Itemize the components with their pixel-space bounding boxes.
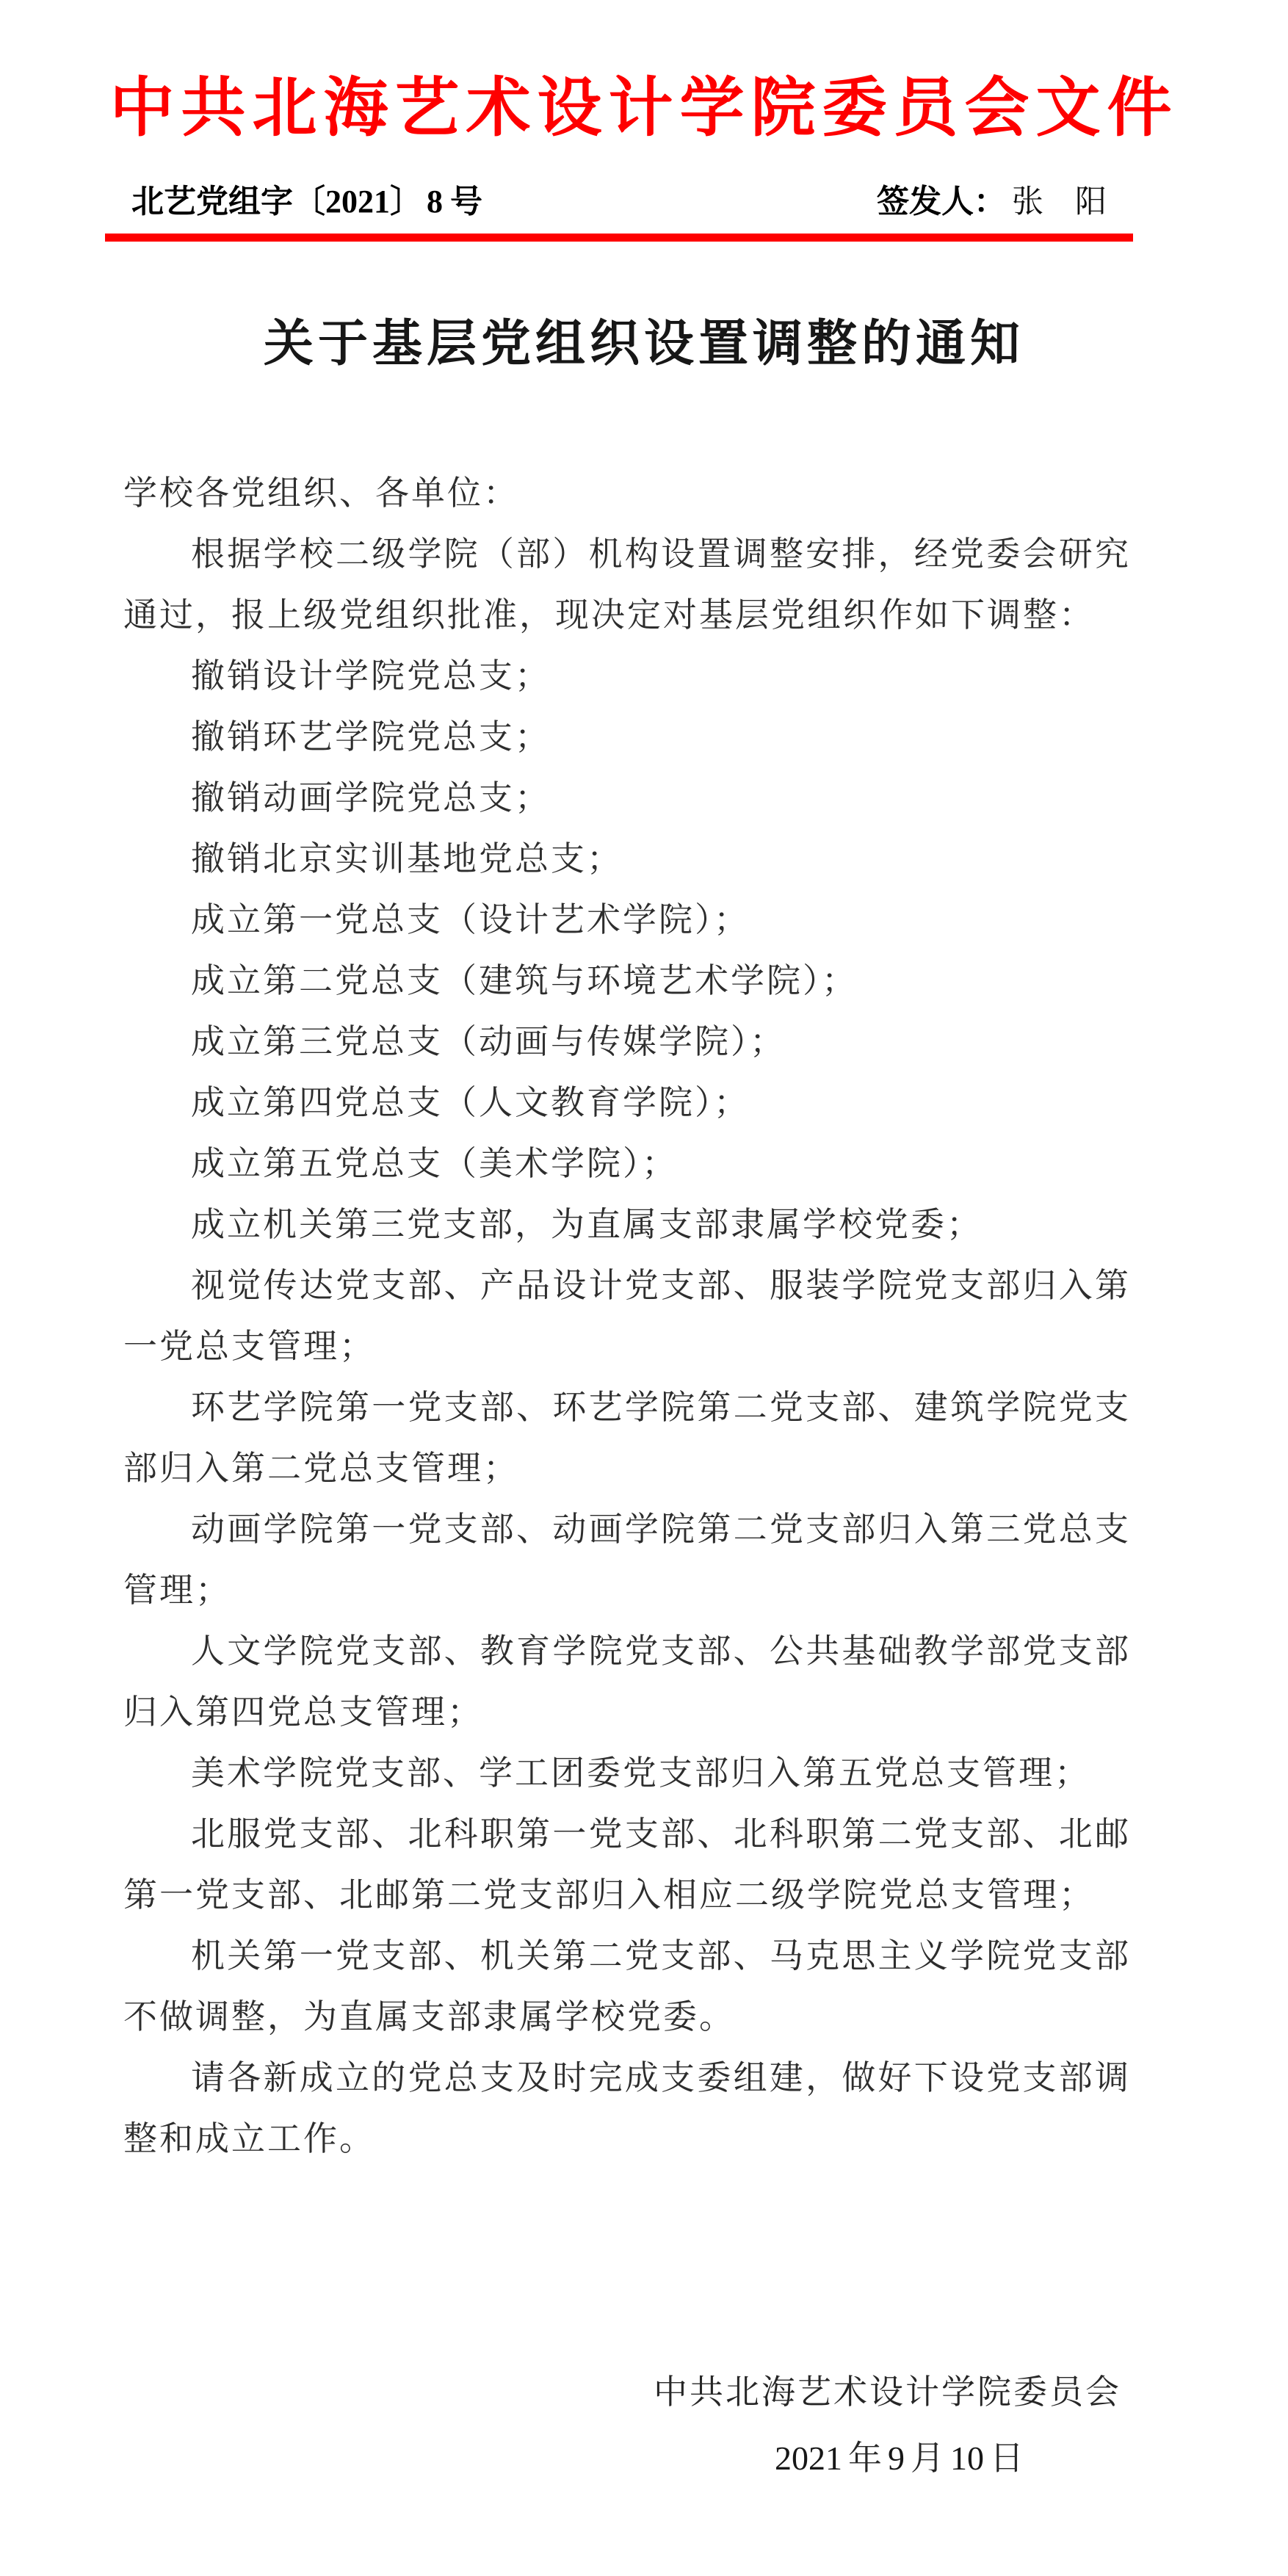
signer-field <box>877 181 1107 224</box>
paragraph: 撤销环艺学院党总支； <box>191 717 551 756</box>
date-month-unit: 月 <box>911 2439 944 2477</box>
salutation: 学校各党组织、各单位： <box>123 474 519 512</box>
paragraph: 撤销北京实训基地党总支； <box>191 839 623 878</box>
paragraph: 机关第一党支部、机关第二党支部、马克思主义学院党支部不做调整，为直属支部隶属学校党委。 <box>123 1936 1131 2036</box>
date-day: 10 <box>950 2439 984 2477</box>
paragraph: 成立第四党总支（人文教育学院）； <box>191 1083 750 1121</box>
document-number-row <box>105 181 1133 224</box>
signer-name: 张 阳 <box>1012 185 1107 220</box>
paragraph: 成立第五党总支（美术学院）； <box>191 1144 678 1182</box>
paragraph: 请各新成立的党总支及时完成支委组建，做好下设党支部调整和成立工作。 <box>123 2058 1131 2157</box>
paragraph: 成立第一党总支（设计艺术学院）； <box>191 900 750 938</box>
paragraph: 成立机关第三党支部，为直属支部隶属学校党委； <box>191 1205 983 1243</box>
paragraph: 根据学校二级学院（部）机构设置调整安排，经党委会研究通过，报上级党组织批准，现决定对基层党组织作如下调整： <box>123 535 1131 634</box>
notice-title: 关于基层党组织设置调整的通知 <box>263 316 1024 372</box>
date-day-unit: 日 <box>990 2439 1024 2477</box>
date-year-unit: 年 <box>848 2439 882 2477</box>
paragraph: 人文学院党支部、教育学院党支部、公共基础教学部党支部归入第四党总支管理； <box>123 1632 1131 1731</box>
date-year: 2021 <box>775 2439 842 2477</box>
paragraph: 美术学院党支部、学工团委党支部归入第五党总支管理； <box>191 1754 1090 1792</box>
date-month: 9 <box>888 2439 905 2477</box>
paragraph: 动画学院第一党支部、动画学院第二党支部归入第三党总支管理； <box>123 1510 1131 1609</box>
paragraph: 撤销动画学院党总支； <box>191 778 551 817</box>
red-divider-line <box>105 234 1133 242</box>
document-number <box>131 181 482 223</box>
paragraph: 成立第三党总支（动画与传媒学院）； <box>191 1022 786 1060</box>
paragraph: 视觉传达党支部、产品设计党支部、服装学院党支部归入第一党总支管理； <box>123 1266 1131 1365</box>
issue-date <box>0 2425 1288 2492</box>
paragraph: 成立第二党总支（建筑与环境艺术学院）； <box>191 961 858 999</box>
doc-number-bracket-close: 〕 <box>390 184 422 220</box>
signature-block <box>0 2359 1288 2492</box>
paragraph: 北服党支部、北科职第一党支部、北科职第二党支部、北邮第一党支部、北邮第二党支部归入相应二级学院党总支管理； <box>123 1815 1131 1914</box>
signer-label: 签发人： <box>877 184 1006 220</box>
doc-number-issue: 8 <box>427 184 443 220</box>
doc-number-unit: 号 <box>450 184 482 220</box>
notice-body <box>123 463 1131 2169</box>
paragraph: 撤销设计学院党总支； <box>191 656 551 695</box>
doc-number-prefix: 北艺党组字〔 <box>131 184 325 220</box>
paragraph: 环艺学院第一党支部、环艺学院第二党支部、建筑学院党支部归入第二党总支管理； <box>123 1388 1131 1487</box>
red-letterhead-org-title: 中共北海艺术设计学院委员会文件 <box>109 71 1179 144</box>
doc-number-year: 2021 <box>325 184 390 220</box>
issuing-committee: 中共北海艺术设计学院委员会 <box>654 2373 1121 2411</box>
